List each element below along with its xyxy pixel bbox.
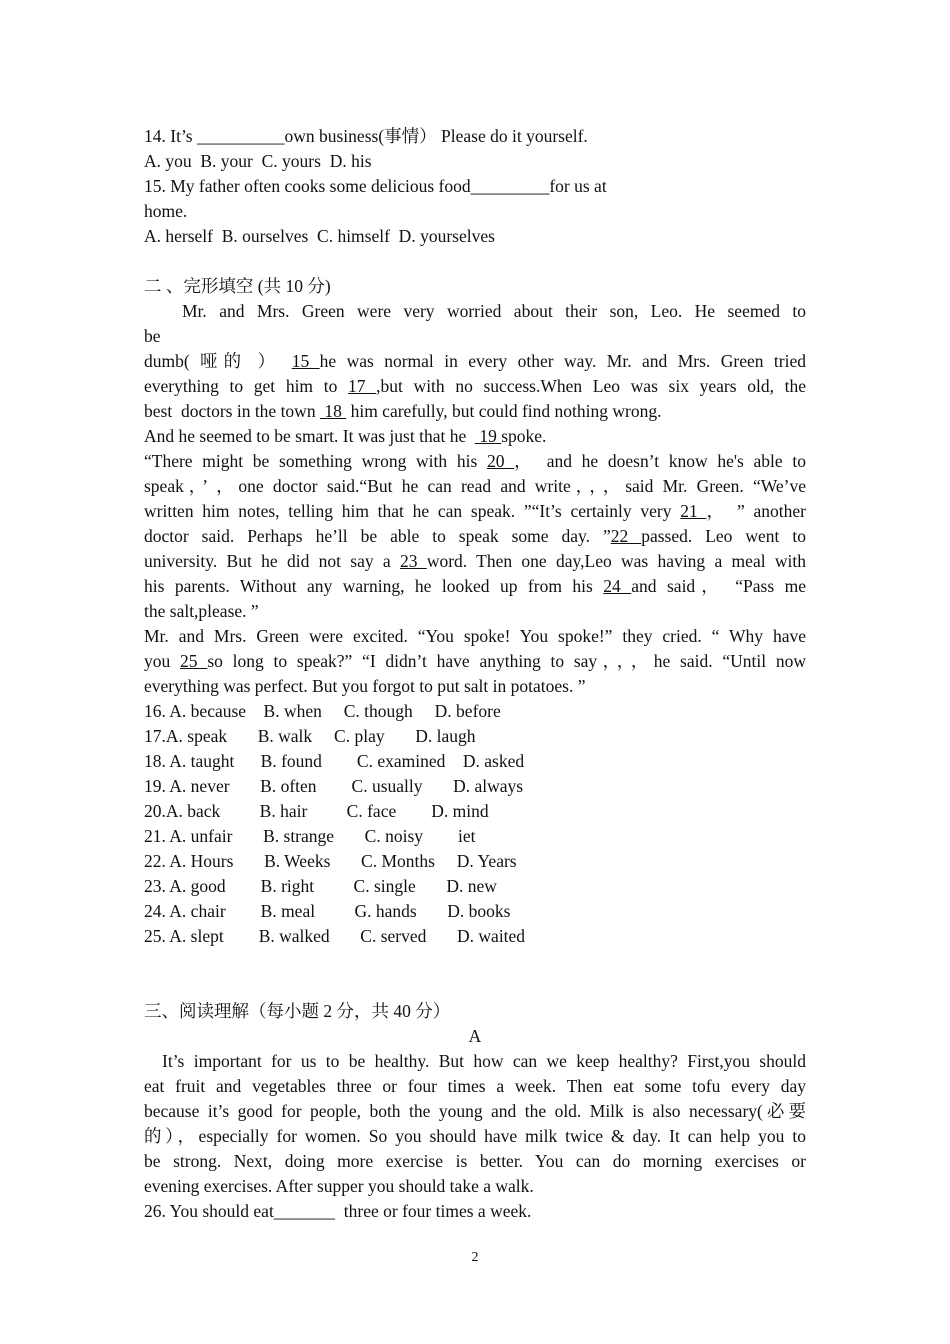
cloze-line bbox=[144, 549, 806, 574]
text-span: best doctors in the town bbox=[144, 401, 320, 421]
cloze-line bbox=[144, 399, 806, 424]
cloze-line: be bbox=[144, 326, 161, 346]
text-span: doctor said. Perhaps he’ll be able to speak some day. ” bbox=[144, 526, 611, 546]
reading-line: It’s important for us to be healthy. But how can we keep healthy? First,you should bbox=[162, 1051, 806, 1071]
blank-22: 22 bbox=[610, 526, 642, 546]
reading-heading: 三、阅读理解（每小题 2 分，共 40 分） bbox=[144, 1001, 451, 1021]
blank-24: 24 bbox=[603, 576, 632, 596]
text-span: him carefully, but could find nothing wrong. bbox=[346, 401, 662, 421]
blank-19: 19 bbox=[474, 426, 502, 446]
text-span: And he seemed to be smart. It was just that he bbox=[144, 426, 475, 446]
cloze-line: Mr. and Mrs. Green were excited. “You spoke! You spoke!” they cried. “ Why have bbox=[144, 626, 806, 646]
page-content bbox=[144, 124, 806, 1224]
text-span: so long to speak?” “I didn’t have anything to say，，，he said. “Until now bbox=[207, 651, 807, 671]
cloze-heading: 二 、完形填空 (共 10 分) bbox=[144, 276, 331, 296]
text-span: ， and he doesn’t know he's able to bbox=[514, 451, 806, 471]
cloze-line bbox=[144, 499, 806, 524]
reading-line: be strong. Next, doing more exercise is better. You can do morning exercises or bbox=[144, 1151, 806, 1171]
cloze-line bbox=[144, 374, 806, 399]
cloze-option-row: 21. A. unfair B. strange C. noisy iet bbox=[144, 826, 476, 846]
cloze-line: Mr. and Mrs. Green were very worried about their son, Leo. He seemed to bbox=[182, 301, 806, 321]
text-span: his parents. Without any warning, he looked up from his bbox=[144, 576, 604, 596]
cloze-line bbox=[144, 349, 806, 374]
cloze-option-row: 24. A. chair B. meal G. hands D. books bbox=[144, 901, 511, 921]
reading-line: evening exercises. After supper you should take a walk. bbox=[144, 1176, 534, 1196]
text-span: spoke. bbox=[501, 426, 547, 446]
cloze-line: the salt,please. ” bbox=[144, 601, 259, 621]
cloze-option-row: 18. A. taught B. found C. examined D. asked bbox=[144, 751, 525, 771]
text-span: and said， “Pass me bbox=[631, 576, 807, 596]
spacer bbox=[144, 949, 806, 999]
page-number: 2 bbox=[471, 1250, 479, 1265]
reading-line: because it’s good for people, both the young and the old. Milk is also necessary(必要 bbox=[144, 1101, 806, 1121]
question-14: 14. It’s __________own business(事情） Please do it yourself. bbox=[144, 126, 588, 146]
blank-18: 18 bbox=[319, 401, 347, 421]
text-span: he was normal in every other way. Mr. and Mrs. Green tried bbox=[319, 351, 806, 371]
cloze-option-row: 19. A. never B. often C. usually D. always bbox=[144, 776, 524, 796]
text-span: word. Then one day,Leo was having a meal with bbox=[426, 551, 806, 571]
cloze-option-row: 23. A. good B. right C. single D. new bbox=[144, 876, 497, 896]
text-span: you bbox=[144, 651, 181, 671]
question-15-options: A. herself B. ourselves C. himself D. yourselves bbox=[144, 226, 495, 246]
text-span: “There might be something wrong with his bbox=[144, 451, 487, 471]
blank-15: 15 bbox=[291, 351, 320, 371]
cloze-option-row: 22. A. Hours B. Weeks C. Months D. Years bbox=[144, 851, 517, 871]
text-span: passed. Leo went to bbox=[641, 526, 806, 546]
blank-21: 21 bbox=[680, 501, 707, 521]
reading-line: 的），especially for women. So you should have milk twice & day. It can help you to bbox=[144, 1126, 806, 1146]
cloze-line bbox=[144, 424, 806, 449]
text-span: university. But he did not say a bbox=[144, 551, 401, 571]
cloze-option-row: 17.A. speak B. walk C. play D. laugh bbox=[144, 726, 476, 746]
reading-section-label: A bbox=[468, 1026, 482, 1046]
text-span: written him notes, telling him that he can speak. ”“It’s certainly very bbox=[144, 501, 681, 521]
question-15: 15. My father often cooks some delicious food_________for us at bbox=[144, 176, 607, 196]
text-span: everything to get him to bbox=[144, 376, 348, 396]
text-span: ， ” another bbox=[706, 501, 806, 521]
text-span: dumb( 哑的 ） bbox=[144, 351, 292, 371]
spacer bbox=[144, 249, 806, 274]
cloze-line: everything was perfect. But you forgot to put salt in potatoes. ” bbox=[144, 676, 586, 696]
cloze-option-row: 20.A. back B. hair C. face D. mind bbox=[144, 801, 489, 821]
text-span: ,but with no success.When Leo was six years old, the bbox=[376, 376, 806, 396]
blank-23: 23 bbox=[400, 551, 427, 571]
cloze-line: speak，’ ，one doctor said.“But he can read and write，，，said Mr. Green. “We’ve bbox=[144, 476, 806, 496]
blank-20: 20 bbox=[486, 451, 515, 471]
question-26: 26. You should eat_______ three or four times a week. bbox=[144, 1201, 532, 1221]
blank-25: 25 bbox=[180, 651, 208, 671]
cloze-line bbox=[144, 524, 806, 549]
blank-17: 17 bbox=[347, 376, 377, 396]
cloze-option-row: 16. A. because B. when C. though D. before bbox=[144, 701, 501, 721]
cloze-line bbox=[144, 649, 806, 674]
question-15-cont: home. bbox=[144, 201, 188, 221]
question-14-options: A. you B. your C. yours D. his bbox=[144, 151, 372, 171]
cloze-line bbox=[144, 449, 806, 474]
cloze-option-row: 25. A. slept B. walked C. served D. waited bbox=[144, 926, 526, 946]
cloze-line bbox=[144, 574, 806, 599]
reading-line: eat fruit and vegetables three or four times a week. Then eat some tofu every day bbox=[144, 1076, 806, 1096]
